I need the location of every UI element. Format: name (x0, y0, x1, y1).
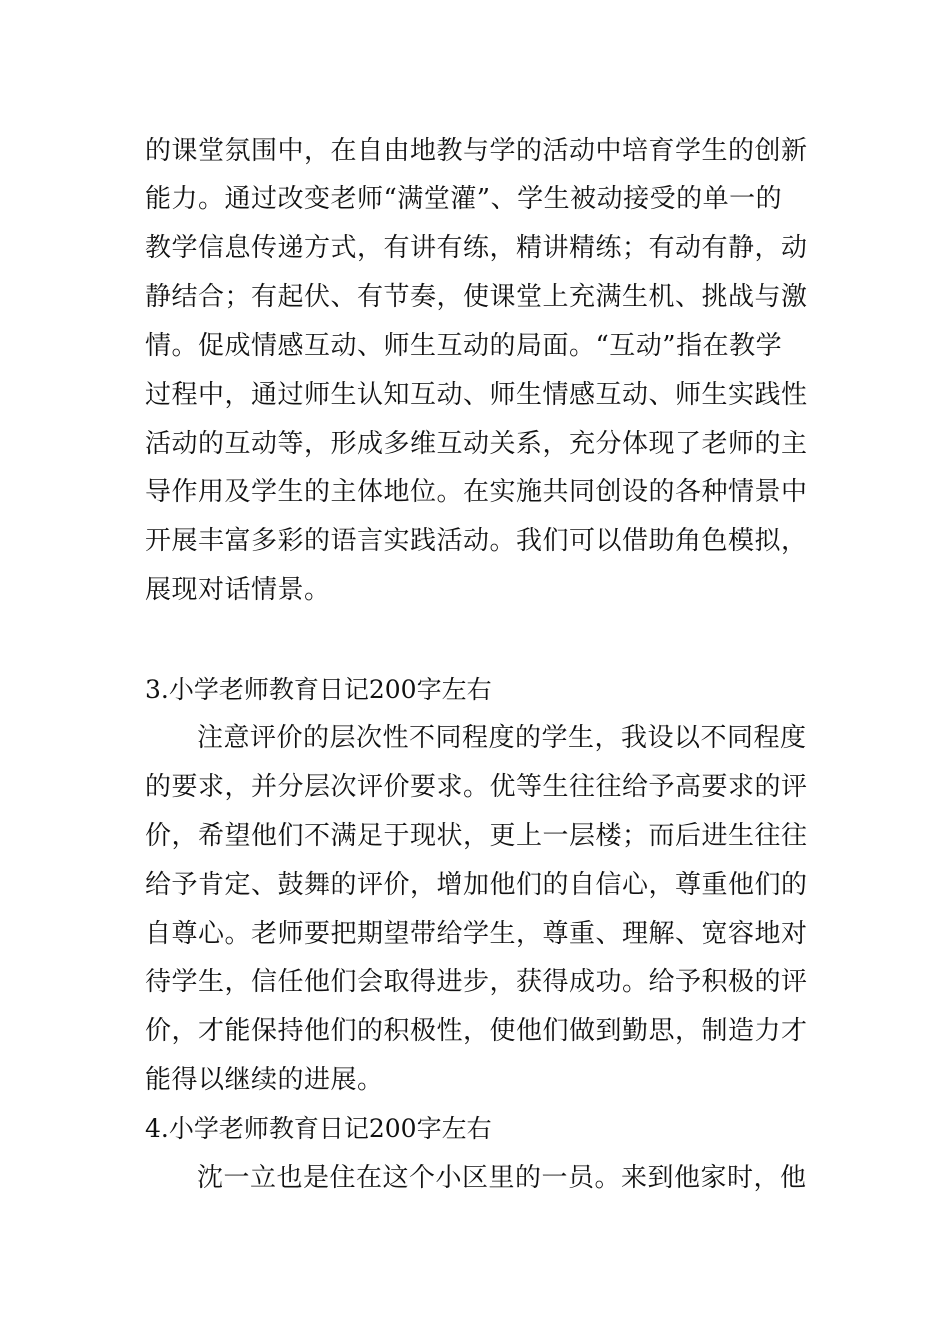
paragraph-line: 沈一立也是住在这个小区里的一员。来到他家时，他 (197, 1163, 807, 1193)
paragraph-line: 开展丰富多彩的语言实践活动。我们可以借助角色模拟， (145, 526, 808, 556)
paragraph-line: 待学生，信任他们会取得进步，获得成功。给予积极的评 (145, 967, 808, 997)
paragraph-line: 过程中，通过师生认知互动、师生情感互动、师生实践性 (145, 380, 808, 410)
paragraph-line: 展现对话情景。 (145, 575, 331, 605)
paragraph-line: 活动的互动等，形成多维互动关系，充分体现了老师的主 (145, 429, 808, 459)
paragraph-line: 的要求，并分层次评价要求。优等生往往给予高要求的评 (145, 772, 808, 802)
paragraph-line: 能得以继续的进展。 (145, 1065, 384, 1095)
paragraph-line: 导作用及学生的主体地位。在实施共同创设的各种情景中 (145, 477, 808, 507)
paragraph-line: 情。促成情感互动、师生互动的局面。“互动”指在教学 (145, 331, 783, 361)
paragraph-line: 静结合；有起伏、有节奏，使课堂上充满生机、挑战与激 (145, 282, 808, 312)
paragraph-line: 教学信息传递方式，有讲有练，精讲精练；有动有静，动 (145, 233, 808, 263)
paragraph-line: 能力。通过改变老师“满堂灌”、学生被动接受的单一的 (145, 184, 783, 214)
paragraph-line: 价，希望他们不满足于现状，更上一层楼；而后进生往往 (145, 821, 808, 851)
paragraph-line: 注意评价的层次性不同程度的学生，我设以不同程度 (197, 723, 807, 753)
section-heading: 3.小学老师教育日记200字左右 (145, 675, 492, 704)
paragraph-line: 给予肯定、鼓舞的评价，增加他们的自信心，尊重他们的 (145, 870, 808, 900)
paragraph-line: 价，才能保持他们的积极性，使他们做到勤思，制造力才 (145, 1016, 808, 1046)
paragraph-line: 的课堂氛围中，在自由地教与学的活动中培育学生的创新 (145, 136, 808, 166)
paragraph-line: 自尊心。老师要把期望带给学生，尊重、理解、宽容地对 (145, 919, 808, 949)
section-heading: 4.小学老师教育日记200字左右 (145, 1114, 492, 1143)
